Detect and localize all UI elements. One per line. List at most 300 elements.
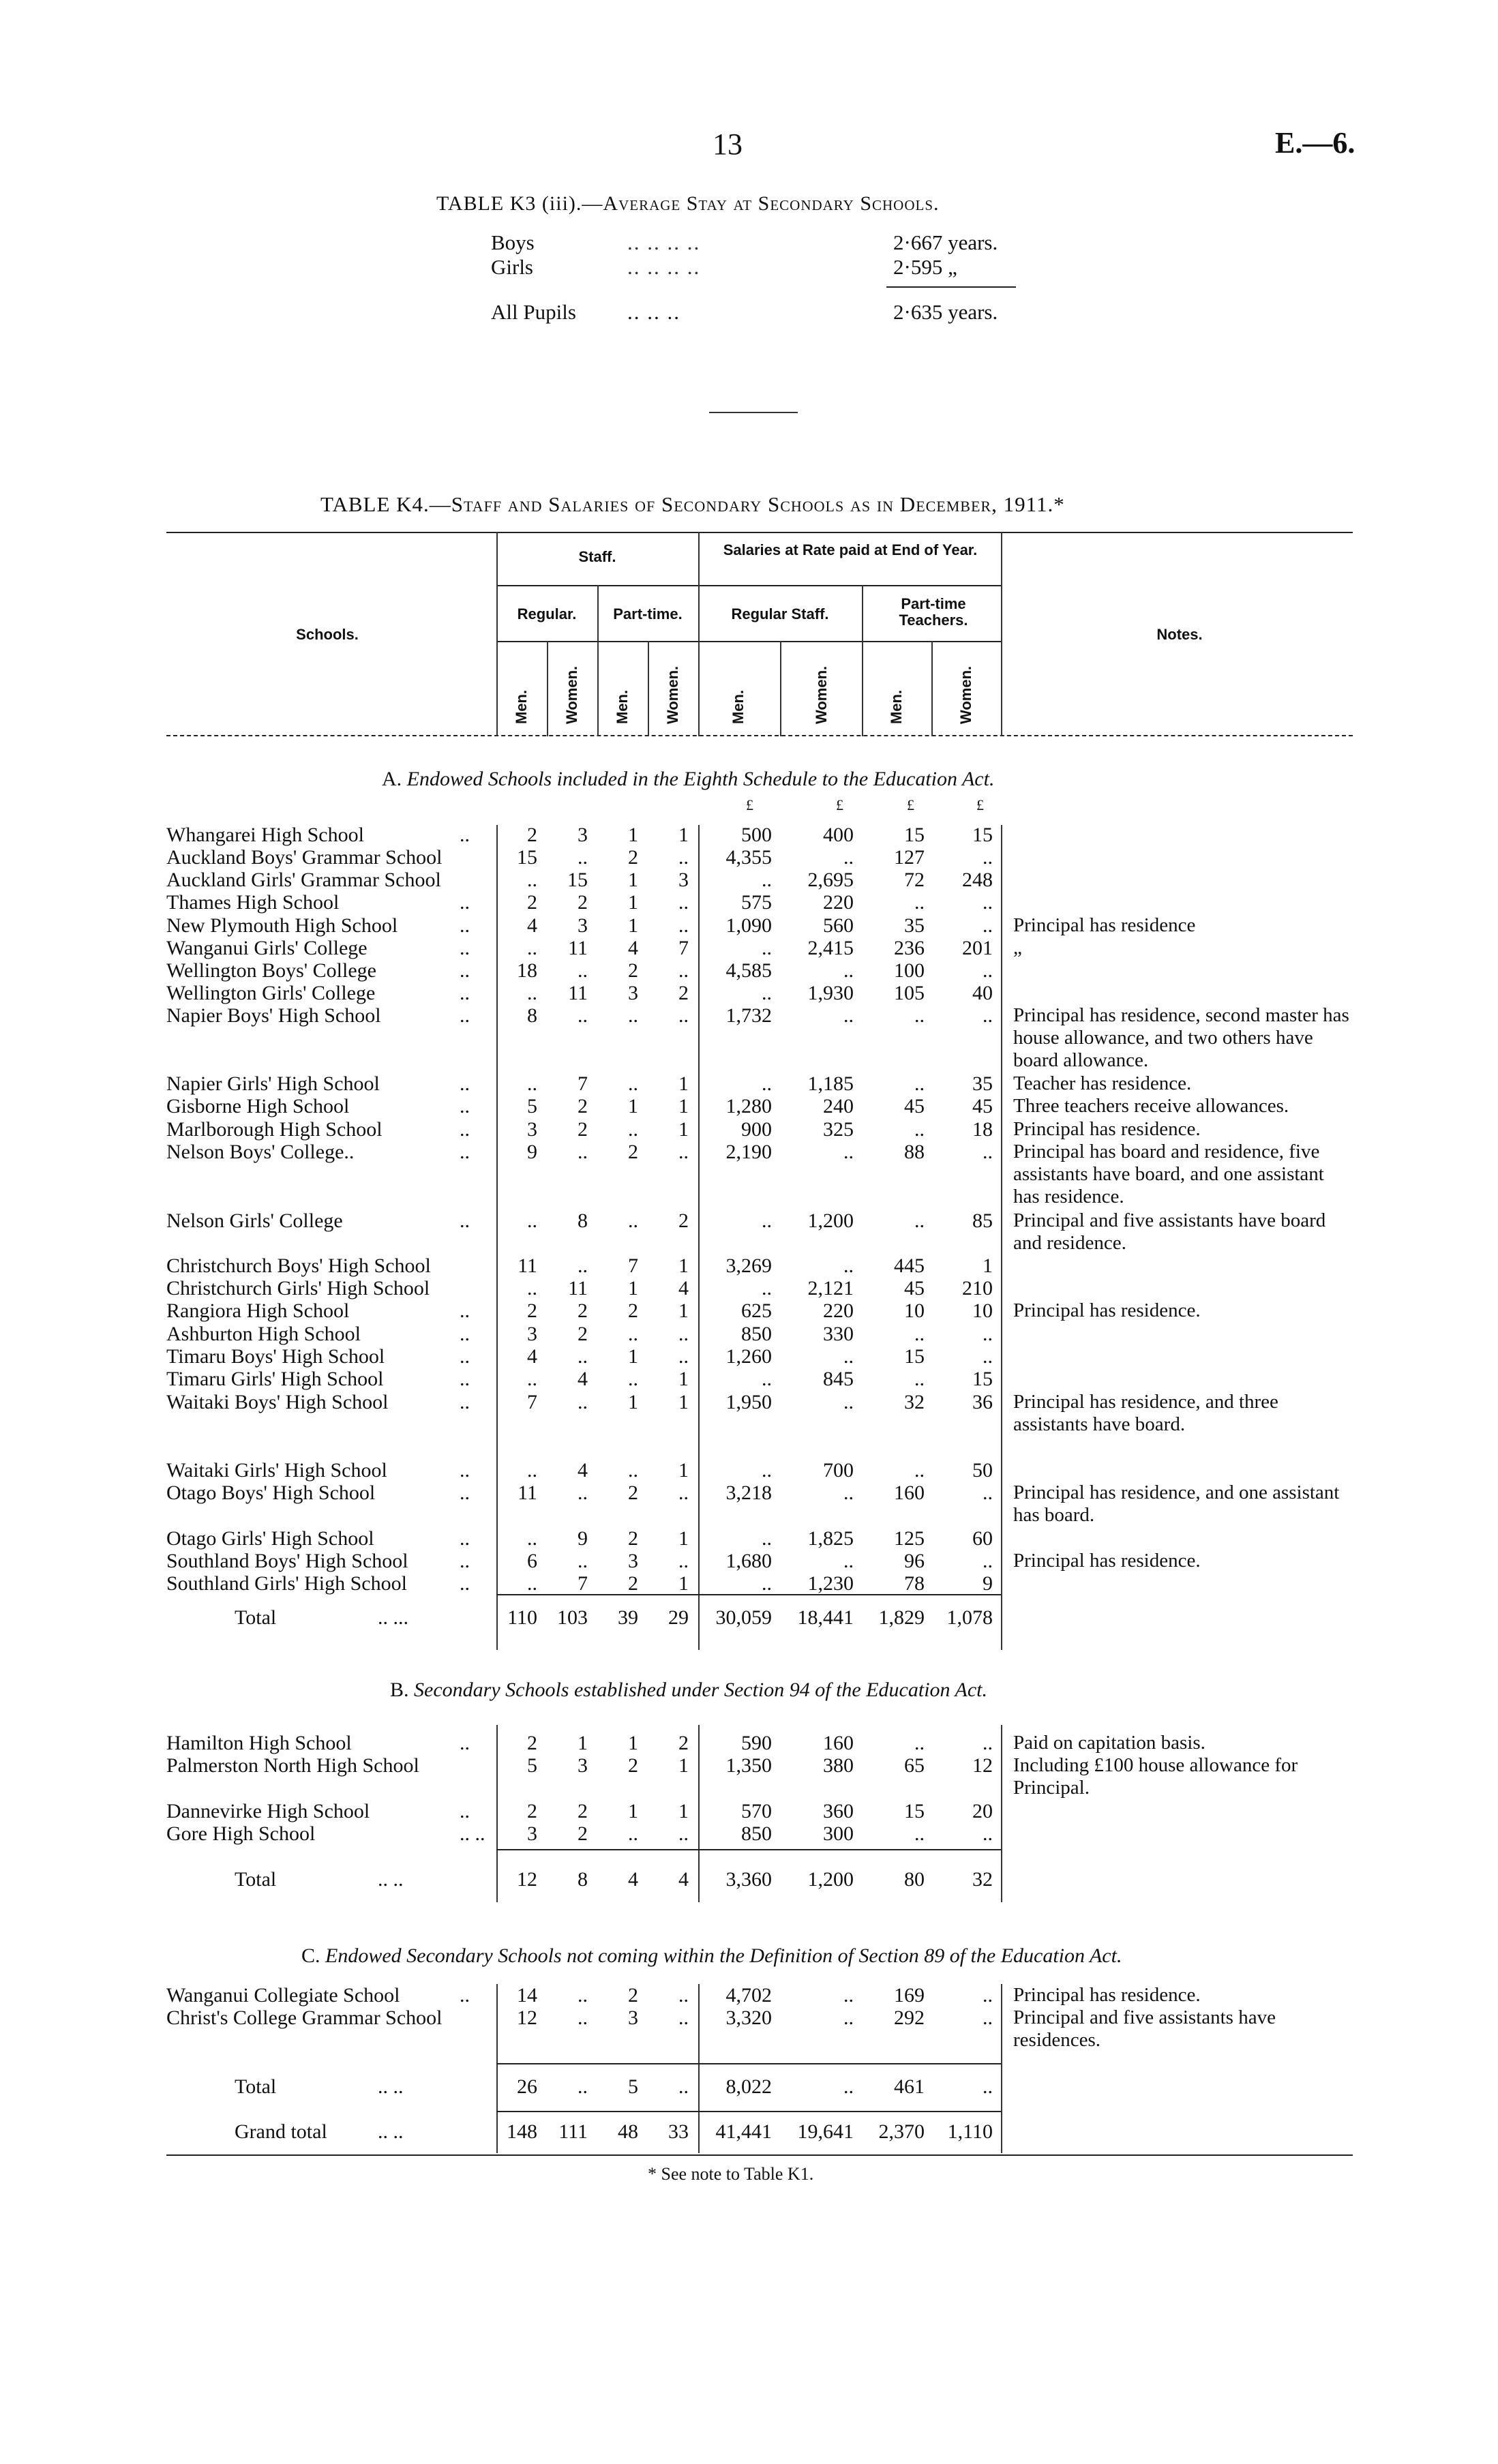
- leader-dots: ..: [460, 1800, 470, 1822]
- cell-value: 590: [741, 1732, 772, 1754]
- cell-value: 8,022: [725, 2075, 772, 2098]
- table-row: [166, 1072, 1353, 1095]
- cell-value: 72: [904, 869, 925, 891]
- cell-value: 625: [741, 1299, 772, 1322]
- cell-value: ..: [527, 1572, 537, 1595]
- cell-value: 2: [628, 1572, 638, 1595]
- total-label: Grand total: [235, 2120, 327, 2143]
- table-k3-title: [436, 192, 940, 215]
- cell-value: 220: [823, 891, 854, 914]
- cell-value: 1: [628, 1732, 638, 1754]
- cell-value: ..: [628, 1118, 638, 1141]
- cell-value: ..: [843, 1345, 854, 1368]
- cell-value: 2: [527, 1299, 537, 1322]
- cell-value: 850: [741, 1323, 772, 1345]
- cell-value: 2: [578, 1800, 588, 1822]
- row-note: Three teachers receive allowances.: [1013, 1095, 1289, 1117]
- pound-sign: £: [907, 796, 914, 813]
- cell-value: ..: [678, 846, 689, 869]
- row-note: „: [1013, 937, 1022, 959]
- cell-value: 160: [894, 1482, 925, 1504]
- header-regular-staff: Regular Staff.: [731, 605, 829, 622]
- leader-dots: ..: [460, 1732, 470, 1754]
- cell-value: 1,950: [725, 1391, 772, 1413]
- leader-dots: ..: [460, 959, 470, 982]
- section-divider: [709, 412, 798, 413]
- document-code: E.—6.: [1275, 126, 1355, 160]
- header-men: Men.: [888, 689, 905, 724]
- cell-value: 4: [678, 1868, 689, 1891]
- cell-value: ..: [527, 1210, 537, 1232]
- cell-value: ..: [678, 914, 689, 937]
- row-note: Teacher has residence.: [1013, 1072, 1192, 1094]
- cell-value: 1,200: [807, 1210, 854, 1232]
- cell-value: 1: [628, 824, 638, 846]
- cell-value: 5: [628, 2075, 638, 2098]
- cell-value: ..: [762, 1368, 772, 1390]
- cell-value: ..: [578, 1550, 588, 1572]
- header-notes: Notes.: [1156, 626, 1203, 643]
- leader-dots: ..: [460, 937, 470, 959]
- total-rule-b: [496, 1849, 1001, 1850]
- cell-value: ..: [762, 1277, 772, 1299]
- cell-value: 96: [904, 1550, 925, 1572]
- table-row: [166, 1550, 1353, 1572]
- pound-sign: £: [836, 796, 843, 813]
- cell-value: 8: [578, 1210, 588, 1232]
- cell-value: ..: [983, 1141, 993, 1163]
- cell-value: ..: [843, 1550, 854, 1572]
- cell-value: ..: [914, 891, 925, 914]
- school-name: Whangarei High School: [166, 824, 364, 846]
- cell-value: 111: [558, 2120, 588, 2143]
- cell-value: ..: [628, 1004, 638, 1027]
- leader-dots: ..: [460, 824, 470, 846]
- table-row: [166, 1984, 1353, 2007]
- cell-value: 12: [517, 1868, 537, 1891]
- cell-value: 850: [741, 1822, 772, 1845]
- leader-dots: ..: [460, 1118, 470, 1141]
- leader-dots: ..: [460, 1527, 470, 1550]
- row-note: Principal has residence, second master has house allowance, and two others have board allowance.: [1013, 1004, 1349, 1071]
- cell-value: 1: [678, 1459, 689, 1482]
- row-note: Including £100 house allowance for Principal.: [1013, 1754, 1298, 1799]
- table-row: [166, 1368, 1353, 1390]
- row-note: Principal has residence, and one assistant has board.: [1013, 1482, 1340, 1526]
- cell-value: ..: [762, 982, 772, 1004]
- cell-value: ..: [678, 891, 689, 914]
- cell-value: 1,829: [878, 1606, 925, 1629]
- school-name: Rangiora High School: [166, 1299, 350, 1322]
- cell-value: 11: [518, 1482, 537, 1504]
- cell-value: ..: [914, 1072, 925, 1095]
- table-row: [166, 1118, 1353, 1141]
- cell-value: 2: [628, 846, 638, 869]
- row-note: Principal has residence.: [1013, 1984, 1201, 2006]
- cell-value: 1,230: [807, 1572, 854, 1595]
- cell-value: ..: [578, 1141, 588, 1163]
- k3-row-label: Girls: [491, 255, 533, 279]
- cell-value: 3: [578, 824, 588, 846]
- table-row: [166, 891, 1353, 914]
- cell-value: ..: [678, 1822, 689, 1845]
- cell-value: ..: [843, 959, 854, 982]
- cell-value: 2: [578, 891, 588, 914]
- cell-value: ..: [983, 1323, 993, 1345]
- cell-value: 3,218: [725, 1482, 772, 1504]
- cell-value: 35: [972, 1072, 993, 1095]
- cell-value: 570: [741, 1800, 772, 1822]
- cell-value: 105: [894, 982, 925, 1004]
- cell-value: ..: [578, 846, 588, 869]
- cell-value: 50: [972, 1459, 993, 1482]
- cell-value: 7: [628, 1254, 638, 1277]
- row-note: Principal has residence.: [1013, 1550, 1201, 1572]
- cell-value: 330: [823, 1323, 854, 1345]
- cell-value: 1: [578, 1732, 588, 1754]
- cell-value: 18: [517, 959, 537, 982]
- school-name: Ashburton High School: [166, 1323, 361, 1345]
- cell-value: 1: [678, 1754, 689, 1777]
- cell-value: 7: [527, 1391, 537, 1413]
- table-row: [166, 937, 1353, 959]
- row-note: Principal and five assistants have residences.: [1013, 2007, 1276, 2051]
- cell-value: ..: [578, 1345, 588, 1368]
- header-women: Women.: [957, 665, 974, 724]
- cell-value: ..: [628, 1323, 638, 1345]
- table-row: [166, 869, 1353, 891]
- cell-value: 32: [972, 1868, 993, 1891]
- cell-value: 201: [962, 937, 993, 959]
- cell-value: ..: [628, 1368, 638, 1390]
- cell-value: 3,320: [725, 2007, 772, 2029]
- cell-value: 8: [578, 1868, 588, 1891]
- cell-value: 1,280: [725, 1095, 772, 1117]
- cell-value: ..: [628, 1210, 638, 1232]
- cell-value: 10: [904, 1299, 925, 1322]
- school-name: Christchurch Boys' High School: [166, 1254, 431, 1277]
- cell-value: 4: [527, 1345, 537, 1368]
- school-name: Otago Girls' High School: [166, 1527, 374, 1550]
- cell-value: 85: [972, 1210, 993, 1232]
- cell-value: 2: [578, 1299, 588, 1322]
- cell-value: 3,269: [725, 1254, 772, 1277]
- total-label: Total: [235, 1868, 277, 1891]
- leader-dots: ..: [460, 1572, 470, 1595]
- cell-value: ..: [762, 1527, 772, 1550]
- cell-value: ..: [762, 869, 772, 891]
- cell-value: ..: [678, 1323, 689, 1345]
- row-note: Principal has residence.: [1013, 1299, 1201, 1321]
- pound-sign: £: [746, 796, 753, 813]
- cell-value: ..: [578, 1391, 588, 1413]
- cell-value: 461: [894, 2075, 925, 2098]
- cell-value: 1,200: [807, 1868, 854, 1891]
- cell-value: 1: [628, 914, 638, 937]
- header-women: Women.: [813, 665, 830, 724]
- cell-value: 3: [678, 869, 689, 891]
- total-label: Total: [235, 2075, 277, 2098]
- leader-dots: ..: [460, 891, 470, 914]
- cell-value: 1: [678, 824, 689, 846]
- table-row: [166, 1277, 1353, 1299]
- school-name: Nelson Girls' College: [166, 1210, 343, 1232]
- cell-value: 700: [823, 1459, 854, 1482]
- cell-value: ..: [983, 1550, 993, 1572]
- cell-value: 148: [507, 2120, 537, 2143]
- cell-value: 4,355: [725, 846, 772, 869]
- table-k4-title-text: Staff and Salaries of Secondary Schools as in December, 1911.*: [451, 492, 1065, 516]
- cell-value: 41,441: [715, 2120, 772, 2143]
- leader-dots: ..: [460, 1072, 470, 1095]
- cell-value: ..: [843, 1004, 854, 1027]
- cell-value: ..: [628, 1072, 638, 1095]
- cell-value: ..: [983, 846, 993, 869]
- school-name: Dannevirke High School: [166, 1800, 370, 1822]
- header-men: Men.: [614, 689, 631, 724]
- cell-value: 500: [741, 824, 772, 846]
- cell-value: 32: [904, 1391, 925, 1413]
- cell-value: 3,360: [725, 1868, 772, 1891]
- table-k3-row: [491, 230, 1023, 255]
- cell-value: ..: [914, 1822, 925, 1845]
- cell-value: 1,110: [947, 2120, 993, 2143]
- cell-value: 210: [962, 1277, 993, 1299]
- cell-value: 80: [904, 1868, 925, 1891]
- cell-value: 15: [972, 824, 993, 846]
- table-k3-total: [491, 300, 1023, 325]
- cell-value: ..: [983, 2075, 993, 2098]
- cell-value: 6: [527, 1550, 537, 1572]
- school-name: Palmerston North High School: [166, 1754, 419, 1777]
- section-c-letter: C.: [301, 1944, 320, 1967]
- header-rule-staff: [496, 585, 1001, 586]
- leader-dots: .. ..: [378, 1868, 404, 1891]
- cell-value: ..: [843, 2007, 854, 2029]
- cell-value: 2: [628, 1141, 638, 1163]
- cell-value: ..: [678, 1004, 689, 1027]
- cell-value: 2: [628, 1527, 638, 1550]
- school-name: Southland Girls' High School: [166, 1572, 407, 1595]
- cell-value: ..: [914, 1118, 925, 1141]
- leader-dots: ..: [460, 1004, 470, 1027]
- row-note: Principal has residence, and three assistants have board.: [1013, 1391, 1278, 1435]
- leader-dots: ..: [460, 1210, 470, 1232]
- cell-value: ..: [914, 1323, 925, 1345]
- cell-value: 560: [823, 914, 854, 937]
- cell-value: 15: [567, 869, 588, 891]
- cell-value: 2: [527, 1800, 537, 1822]
- row-note: Principal has residence: [1013, 914, 1196, 936]
- cell-value: 2,695: [807, 869, 854, 891]
- leader-dots: ..: [460, 1141, 470, 1163]
- page-number: 13: [713, 127, 743, 161]
- header-schools: Schools.: [296, 626, 359, 643]
- school-name: Timaru Girls' High School: [166, 1368, 384, 1390]
- cell-value: 3: [527, 1822, 537, 1845]
- section-b-title-text: Secondary Schools established under Section 94 of the Education Act.: [414, 1679, 987, 1701]
- cell-value: ..: [678, 1984, 689, 2007]
- k3-row-value: 2·595 „: [893, 255, 957, 279]
- cell-value: 169: [894, 1984, 925, 2007]
- cell-value: 103: [557, 1606, 588, 1629]
- header-women: Women.: [664, 665, 681, 724]
- school-name: Napier Girls' High School: [166, 1072, 380, 1095]
- cell-value: 236: [894, 937, 925, 959]
- cell-value: 88: [904, 1141, 925, 1163]
- cell-value: 20: [972, 1800, 993, 1822]
- k3-row-value: 2·667 years.: [893, 230, 998, 254]
- cell-value: 2: [678, 982, 689, 1004]
- cell-value: 26: [517, 2075, 537, 2098]
- leader-dots: ..: [460, 1459, 470, 1482]
- cell-value: 4: [527, 914, 537, 937]
- cell-value: ..: [578, 2075, 588, 2098]
- cell-value: 35: [904, 914, 925, 937]
- cell-value: ..: [527, 1277, 537, 1299]
- cell-value: ..: [678, 1482, 689, 1504]
- cell-value: 5: [527, 1754, 537, 1777]
- cell-value: ..: [762, 1459, 772, 1482]
- cell-value: ..: [678, 959, 689, 982]
- cell-value: ..: [578, 1004, 588, 1027]
- cell-value: 575: [741, 891, 772, 914]
- cell-value: 1,185: [807, 1072, 854, 1095]
- cell-value: ..: [762, 1072, 772, 1095]
- cell-value: 18: [972, 1118, 993, 1141]
- cell-value: 1: [678, 1368, 689, 1390]
- cell-value: 15: [904, 824, 925, 846]
- cell-value: 30,059: [715, 1606, 772, 1629]
- section-b-letter: B.: [390, 1679, 409, 1701]
- cell-value: 900: [741, 1118, 772, 1141]
- table-row: [166, 2007, 1353, 2051]
- cell-value: ..: [628, 1822, 638, 1845]
- total-row: [166, 1868, 1353, 1891]
- cell-value: ..: [843, 1391, 854, 1413]
- school-name: Gisborne High School: [166, 1095, 350, 1117]
- school-name: Thames High School: [166, 891, 340, 914]
- cell-value: ..: [914, 1210, 925, 1232]
- table-row: [166, 914, 1353, 937]
- cell-value: 33: [668, 2120, 689, 2143]
- cell-value: 15: [517, 846, 537, 869]
- header-divider: [547, 641, 548, 736]
- cell-value: 380: [823, 1754, 854, 1777]
- cell-value: 45: [904, 1095, 925, 1117]
- cell-value: 445: [894, 1254, 925, 1277]
- cell-value: ..: [678, 2075, 689, 2098]
- table-k3-title-prefix: TABLE K3 (iii).—: [436, 192, 603, 215]
- school-name: Marlborough High School: [166, 1118, 383, 1141]
- k3-row-dots: .. .. .. ..: [627, 255, 701, 279]
- table-row: [166, 1210, 1353, 1254]
- cell-value: 3: [578, 1754, 588, 1777]
- cell-value: 1,090: [725, 914, 772, 937]
- cell-value: 292: [894, 2007, 925, 2029]
- table-row: [166, 1754, 1353, 1799]
- cell-value: 48: [618, 2120, 638, 2143]
- leader-dots: ..: [460, 1299, 470, 1322]
- cell-value: ..: [762, 937, 772, 959]
- cell-value: 9: [527, 1141, 537, 1163]
- cell-value: 240: [823, 1095, 854, 1117]
- school-name: Otago Boys' High School: [166, 1482, 376, 1504]
- leader-dots: ..: [460, 1368, 470, 1390]
- cell-value: 19,641: [797, 2120, 854, 2143]
- cell-value: 2: [678, 1732, 689, 1754]
- leader-dots: ..: [460, 1345, 470, 1368]
- cell-value: ..: [843, 1482, 854, 1504]
- total-row: [166, 2075, 1353, 2098]
- cell-value: 14: [517, 1984, 537, 2007]
- cell-value: 12: [517, 2007, 537, 2029]
- cell-value: ..: [843, 1254, 854, 1277]
- table-row: [166, 1800, 1353, 1822]
- cell-value: 2: [628, 1299, 638, 1322]
- cell-value: ..: [678, 2007, 689, 2029]
- cell-value: 3: [628, 982, 638, 1004]
- cell-value: ..: [914, 1368, 925, 1390]
- table-row: [166, 1004, 1353, 1071]
- cell-value: 1: [678, 1072, 689, 1095]
- cell-value: ..: [578, 1254, 588, 1277]
- cell-value: 3: [527, 1118, 537, 1141]
- cell-value: 40: [972, 982, 993, 1004]
- cell-value: ..: [843, 1984, 854, 2007]
- header-part-time: Part-time.: [613, 605, 683, 622]
- cell-value: ..: [983, 2007, 993, 2029]
- cell-value: 4,702: [725, 1984, 772, 2007]
- cell-value: 160: [823, 1732, 854, 1754]
- cell-value: ..: [983, 1822, 993, 1845]
- total-label: Total: [235, 1606, 277, 1629]
- cell-value: 15: [904, 1345, 925, 1368]
- cell-value: 1: [628, 1391, 638, 1413]
- cell-value: ..: [678, 1550, 689, 1572]
- cell-value: 2: [628, 959, 638, 982]
- school-name: Christchurch Girls' High School: [166, 1277, 430, 1299]
- table-row: [166, 1822, 1353, 1845]
- cell-value: ..: [628, 1459, 638, 1482]
- school-name: Southland Boys' High School: [166, 1550, 408, 1572]
- header-divider: [780, 641, 781, 736]
- cell-value: 2: [578, 1822, 588, 1845]
- leader-dots: ..: [460, 1391, 470, 1413]
- cell-value: ..: [578, 1984, 588, 2007]
- cell-value: ..: [843, 2075, 854, 2098]
- cell-value: ..: [578, 959, 588, 982]
- cell-value: ..: [527, 1368, 537, 1390]
- cell-value: ..: [914, 1459, 925, 1482]
- cell-value: 2,121: [807, 1277, 854, 1299]
- cell-value: 300: [823, 1822, 854, 1845]
- cell-value: 1: [678, 1299, 689, 1322]
- table-row: [166, 982, 1353, 1004]
- cell-value: 3: [628, 2007, 638, 2029]
- leader-dots: .. ..: [378, 2120, 404, 2143]
- cell-value: 5: [527, 1095, 537, 1117]
- cell-value: 2,370: [878, 2120, 925, 2143]
- cell-value: ..: [527, 937, 537, 959]
- cell-value: 248: [962, 869, 993, 891]
- cell-value: 325: [823, 1118, 854, 1141]
- cell-value: 3: [578, 914, 588, 937]
- cell-value: 8: [527, 1004, 537, 1027]
- cell-value: 65: [904, 1754, 925, 1777]
- cell-value: 11: [518, 1254, 537, 1277]
- header-salaries: Salaries at Rate paid at End of Year.: [723, 541, 978, 558]
